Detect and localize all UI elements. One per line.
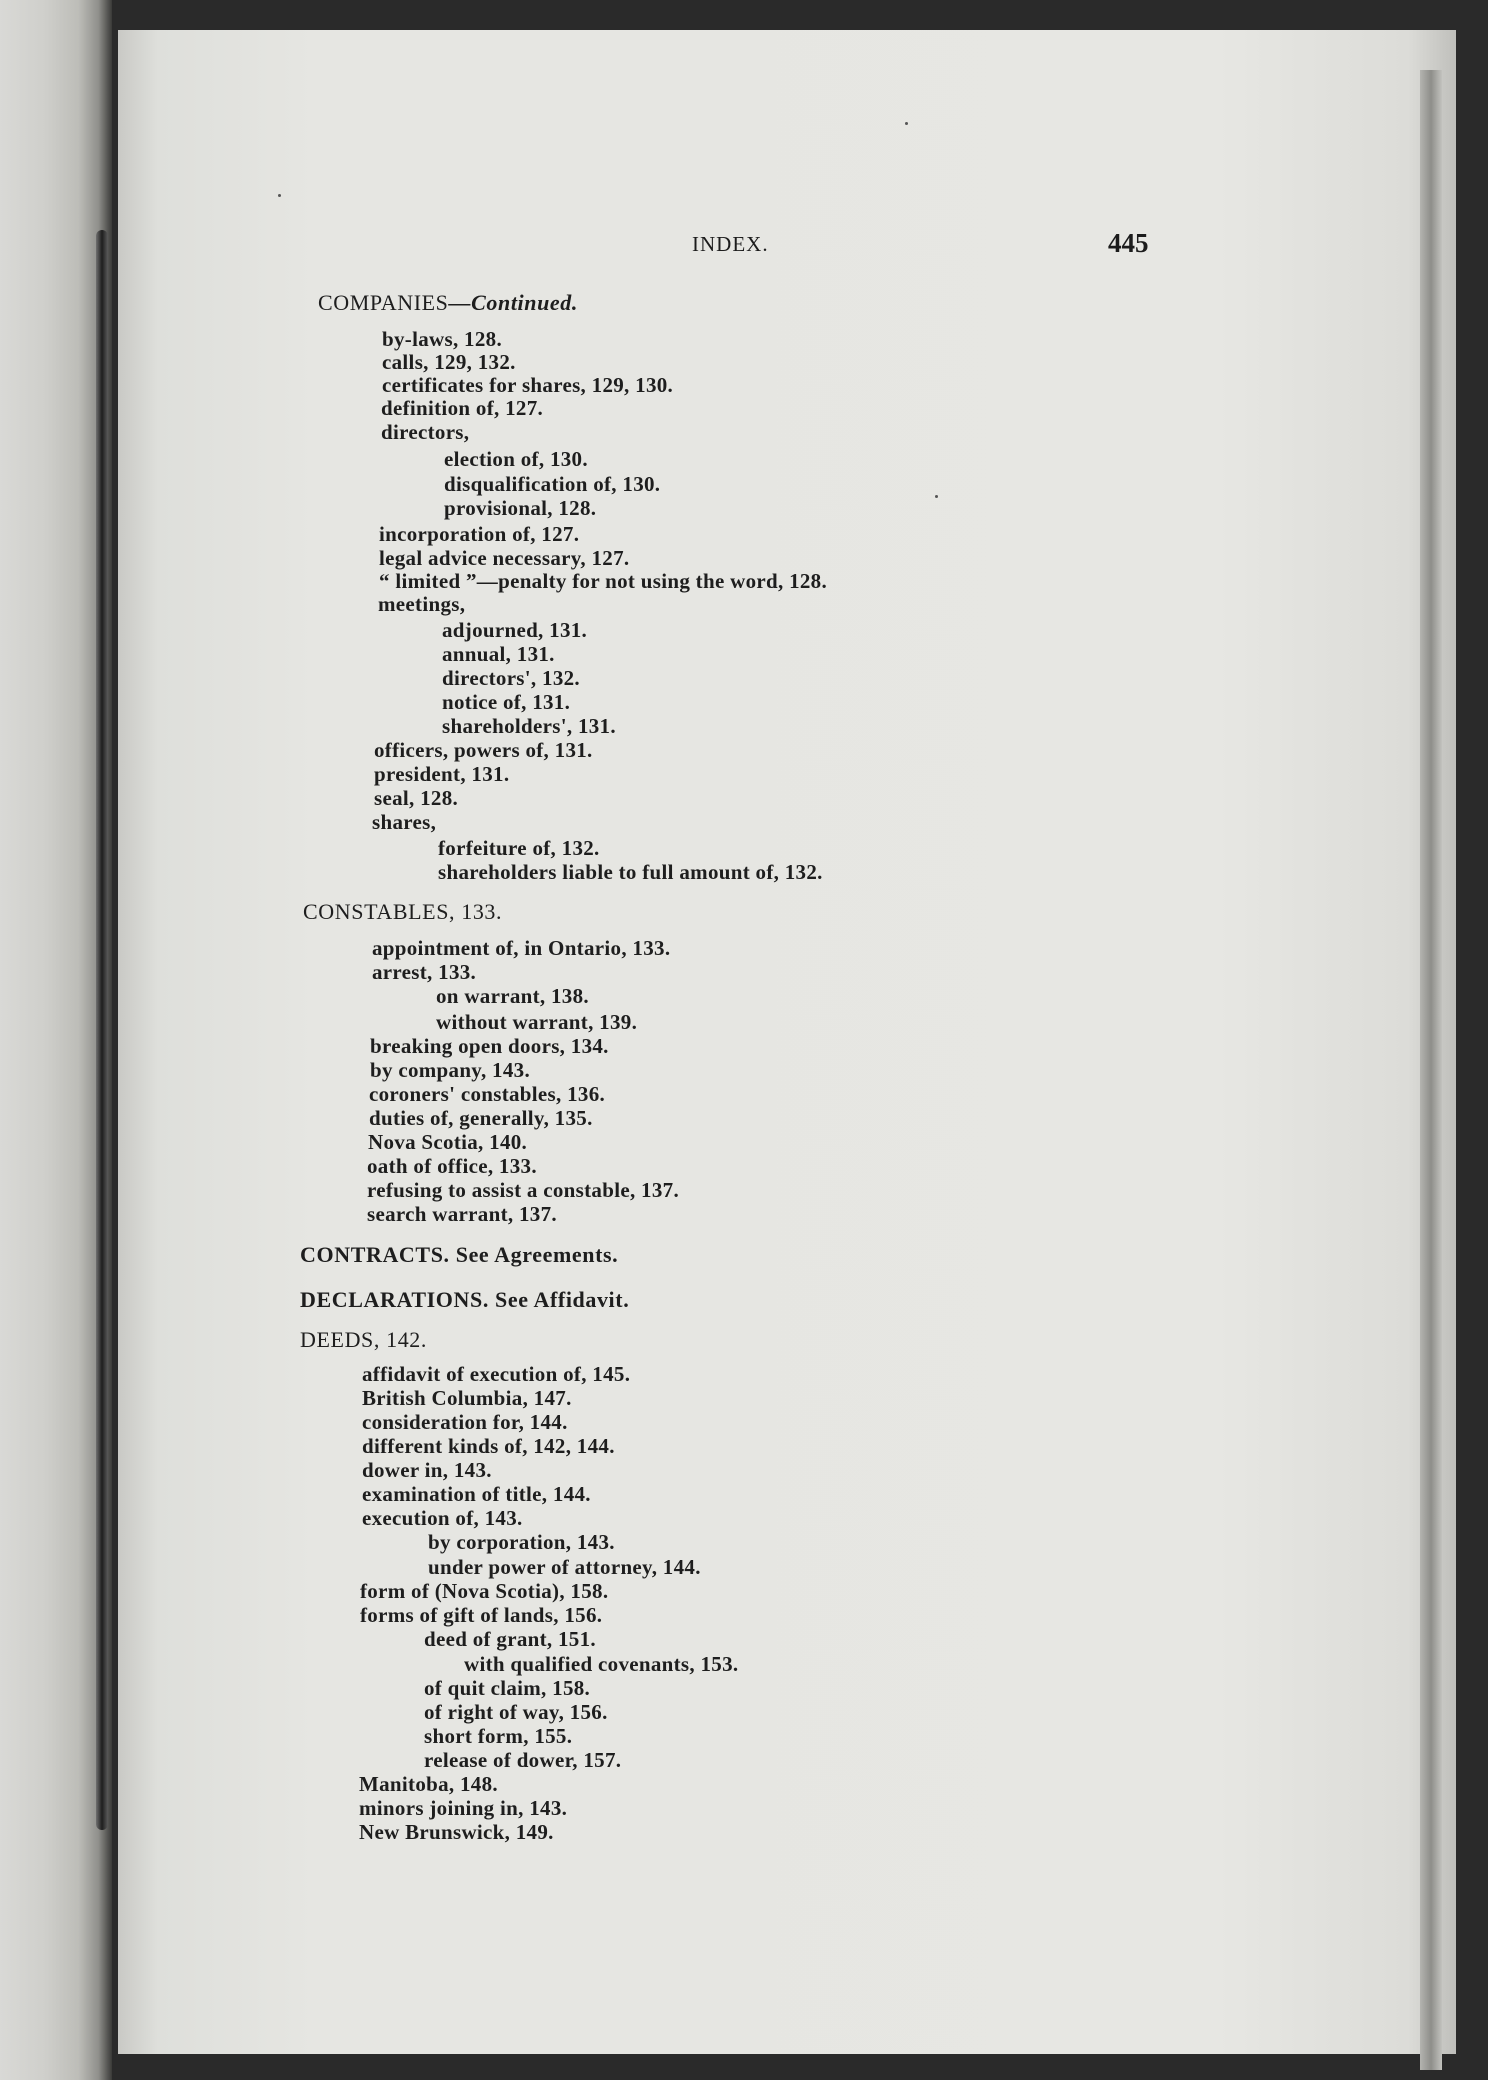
index-subsubentry: provisional, 128. bbox=[444, 496, 597, 520]
index-subentry: directors, bbox=[381, 420, 470, 444]
index-subentry: minors joining in, 143. bbox=[359, 1796, 568, 1820]
index-subentry: by-laws, 128. bbox=[382, 327, 502, 351]
index-subentry: legal advice necessary, 127. bbox=[379, 546, 630, 570]
index-subentry: examination of title, 144. bbox=[362, 1482, 591, 1506]
index-subentry: New Brunswick, 149. bbox=[359, 1820, 554, 1844]
index-subentry: duties of, generally, 135. bbox=[369, 1106, 593, 1130]
index-heading-deeds: DEEDS, 142. bbox=[300, 1327, 427, 1352]
index-subsubentry: of right of way, 156. bbox=[424, 1700, 608, 1724]
index-subentry: by company, 143. bbox=[370, 1058, 530, 1082]
index-subentry: Nova Scotia, 140. bbox=[368, 1130, 528, 1154]
dust-speck bbox=[935, 495, 938, 498]
index-subentry: breaking open doors, 134. bbox=[370, 1034, 609, 1058]
index-subentry: “ limited ”—penalty for not using the word, 128. bbox=[379, 569, 828, 593]
index-subentry: different kinds of, 142, 144. bbox=[362, 1434, 615, 1458]
dust-speck bbox=[905, 122, 908, 125]
page-number: 445 bbox=[1108, 228, 1149, 258]
index-subsubentry: short form, 155. bbox=[424, 1724, 573, 1748]
index-heading-contracts: CONTRACTS. See Agreements. bbox=[300, 1242, 619, 1267]
index-subentry: form of (Nova Scotia), 158. bbox=[360, 1579, 609, 1603]
index-subsubentry: directors', 132. bbox=[442, 666, 580, 690]
index-subsubentry: deed of grant, 151. bbox=[424, 1627, 596, 1651]
index-subsubentry: without warrant, 139. bbox=[436, 1010, 638, 1034]
index-subentry: consideration for, 144. bbox=[362, 1410, 568, 1434]
index-heading-companies bbox=[318, 291, 578, 315]
index-subsubsubentry: with qualified covenants, 153. bbox=[464, 1652, 739, 1676]
index-subentry: coroners' constables, 136. bbox=[369, 1082, 606, 1106]
index-subentry: search warrant, 137. bbox=[367, 1202, 557, 1226]
index-subsubentry: shareholders liable to full amount of, 132. bbox=[438, 860, 823, 884]
index-subentry: president, 131. bbox=[374, 762, 510, 786]
index-subentry: incorporation of, 127. bbox=[379, 522, 580, 546]
index-subentry: refusing to assist a constable, 137. bbox=[367, 1178, 680, 1202]
index-subsubentry: annual, 131. bbox=[442, 642, 555, 666]
index-subsubentry: disqualification of, 130. bbox=[444, 472, 661, 496]
index-subsubentry: election of, 130. bbox=[444, 447, 588, 471]
index-subsubentry: forfeiture of, 132. bbox=[438, 836, 600, 860]
dust-speck bbox=[278, 194, 281, 197]
index-subentry: definition of, 127. bbox=[381, 396, 544, 420]
running-head: INDEX. bbox=[692, 232, 769, 256]
heading-text: COMPANIES bbox=[318, 290, 449, 315]
index-subentry: seal, 128. bbox=[374, 786, 459, 810]
index-subsubentry: on warrant, 138. bbox=[436, 984, 589, 1008]
index-subentry: calls, 129, 132. bbox=[382, 350, 516, 374]
index-subsubentry: shareholders', 131. bbox=[442, 714, 616, 738]
index-subentry: forms of gift of lands, 156. bbox=[360, 1603, 603, 1627]
index-subentry: oath of office, 133. bbox=[367, 1154, 537, 1178]
index-subentry: meetings, bbox=[378, 592, 466, 616]
index-subsubentry: under power of attorney, 144. bbox=[428, 1555, 701, 1579]
index-subentry: arrest, 133. bbox=[372, 960, 477, 984]
index-subentry: Manitoba, 148. bbox=[359, 1772, 498, 1796]
index-subsubentry: notice of, 131. bbox=[442, 690, 571, 714]
index-subentry: British Columbia, 147. bbox=[362, 1386, 572, 1410]
index-subsubentry: by corporation, 143. bbox=[428, 1530, 615, 1554]
index-subentry: shares, bbox=[372, 810, 437, 834]
index-heading-declarations: DECLARATIONS. See Affidavit. bbox=[300, 1287, 630, 1312]
index-subsubentry: adjourned, 131. bbox=[442, 618, 588, 642]
continued-label: —Continued. bbox=[448, 290, 578, 315]
index-subsubentry: release of dower, 157. bbox=[424, 1748, 622, 1772]
index-subentry: affidavit of execution of, 145. bbox=[362, 1362, 631, 1386]
index-subsubentry: of quit claim, 158. bbox=[424, 1676, 591, 1700]
index-subentry: appointment of, in Ontario, 133. bbox=[372, 936, 671, 960]
index-subentry: dower in, 143. bbox=[362, 1458, 492, 1482]
index-heading-constables: CONSTABLES, 133. bbox=[303, 899, 503, 924]
index-subentry: officers, powers of, 131. bbox=[374, 738, 593, 762]
index-subentry: certificates for shares, 129, 130. bbox=[382, 373, 674, 397]
index-subentry: execution of, 143. bbox=[362, 1506, 523, 1530]
